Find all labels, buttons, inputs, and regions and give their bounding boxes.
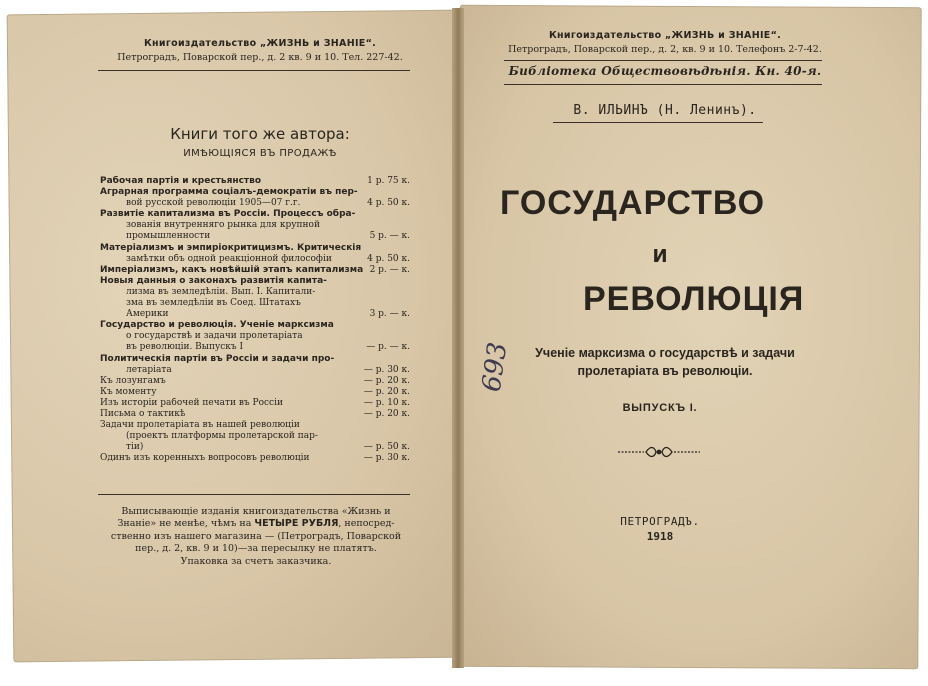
subtitle-description (520, 344, 810, 380)
book-entry (100, 198, 410, 209)
book-entry (100, 442, 410, 453)
book-entry (100, 265, 410, 276)
book-title: Къ лозунгамъ (100, 375, 166, 386)
book-entry (100, 398, 410, 409)
book-price: — р. 20 к. (363, 386, 410, 397)
book-title: лизма въ земледѣліи. Вып. I. Капитали- (126, 286, 316, 297)
ordering-note-line (100, 518, 412, 530)
book-price: — р. — к. (366, 342, 410, 353)
book-price: 4 р. 50 к. (367, 198, 410, 209)
book-title: тіи) (126, 442, 144, 453)
book-title: Одинъ изъ коренныхъ вопросовъ революціи (100, 453, 310, 464)
series-line: Библіотека Обществовѣдѣнія. Кн. 40-я. (508, 64, 822, 78)
left-header-rule (98, 70, 410, 71)
book-entry (100, 365, 410, 376)
book-spine (452, 8, 464, 668)
book-entry (100, 220, 410, 231)
book-title: Государство и революція. Ученіе марксизма (100, 320, 334, 331)
book-title: Америки (126, 309, 169, 320)
book-entry (100, 187, 410, 198)
book-price: — р. 30 к. (363, 364, 410, 375)
ordering-note-line: пер., д. 2, кв. 9 и 10)—за пересылку не платятъ. (135, 543, 377, 555)
book-entry (100, 354, 410, 365)
left-address-line: Петроградъ, Поварской пер., д. 2 кв. 9 и 10. Тел. 227-42. (117, 52, 403, 63)
book-list (100, 176, 410, 464)
book-entry (100, 331, 410, 342)
book-entry (100, 287, 410, 298)
book-price: — р. 20 к. (363, 408, 410, 419)
book-price: 2 р. — к. (369, 264, 410, 275)
books-subheading: ИМѢЮЩІЯСЯ ВЪ ПРОДАЖѢ (183, 148, 337, 159)
book-entry (100, 254, 410, 265)
book-entry (100, 387, 410, 398)
author-underline (553, 122, 763, 123)
right-address-line: Петроградъ, Поварской пер., д. 2, кв. 9 и 10. Телефонъ 2-7-42. (508, 44, 822, 55)
book-entry (100, 176, 410, 187)
left-publisher-line: Книгоиздательство „ЖИЗНЬ и ЗНАНIE“. (143, 38, 377, 49)
title-conjunction: И (652, 246, 668, 267)
book-title: летаріата (126, 364, 172, 375)
book-price: — р. 10 к. (363, 397, 410, 408)
book-title: Изъ исторіи рабочей печати въ Россіи (100, 397, 283, 408)
book-entry (100, 376, 410, 387)
book-entry (100, 309, 410, 320)
book-title: въ революціи. Выпускъ I (126, 342, 244, 353)
ornament-icon (618, 444, 700, 460)
book-title: Рабочая партія и крестьянство (100, 176, 262, 186)
imprint-year: 1918 (646, 530, 674, 543)
book-entry (100, 276, 410, 287)
book-entry (100, 453, 410, 464)
book-title: Политическія партіи въ Россіи и задачи про- (100, 353, 335, 364)
handwritten-number: 693 (476, 340, 514, 394)
books-heading: Книги того же автора: (170, 125, 350, 143)
book-entry (100, 409, 410, 420)
book-entry (100, 243, 410, 254)
book-title: Задачи пролетаріата въ нашей революціи (100, 420, 300, 431)
title-line-2: РЕВОЛЮЦІЯ (583, 280, 805, 318)
book-entry (100, 431, 410, 442)
book-price: 3 р. — к. (369, 309, 410, 320)
book-title: вой русской революціи 1905—07 г.г. (126, 198, 301, 209)
book-price: — р. 50 к. (363, 442, 410, 453)
ordering-note-line: Упаковка за счетъ заказчика. (180, 555, 332, 567)
book-title: Къ моменту (100, 386, 157, 397)
book-entry (100, 231, 410, 242)
book-title: Матеріализмъ и эмпиріокритицизмъ. Критическія (100, 242, 362, 253)
subtitle-line: пролетаріата въ революціи. (577, 364, 753, 378)
left-footer-rule (98, 494, 410, 495)
book-entry (100, 298, 410, 309)
ordering-note-text: Знаніе» не менѣе, чѣмъ на (117, 518, 255, 530)
book-title: Письма о тактикѣ (100, 408, 186, 419)
book-title: замѣтки объ одной реакціонной философіи (126, 253, 332, 264)
ordering-note (100, 506, 412, 568)
book-title: Аграрная программа соціалъ-демократіи въ пер- (100, 187, 358, 198)
ordering-note-amount: ЧЕТЫРЕ РУБЛЯ (254, 518, 339, 530)
book-title: Имперіализмъ, какъ новѣйшій этапъ капитализма (100, 264, 364, 275)
book-entry (100, 320, 410, 331)
ordering-note-line: Выписывающіе изданія книгоиздательства «Жизнь и (121, 506, 391, 517)
book-price: — р. 30 к. (363, 453, 410, 464)
title-line-1: ГОСУДАРСТВО (500, 184, 766, 222)
ordering-note-line: ственно изъ нашего магазина — (Петроградъ, Поварской (110, 530, 402, 542)
book-entry (100, 209, 410, 220)
issue-label: ВЫПУСКЪ I. (622, 402, 698, 414)
book-title: промышленности (126, 231, 211, 242)
book-title: Развитіе капитализма въ Россіи. Процессъ обра- (100, 209, 356, 220)
book-price: — р. 20 к. (363, 375, 410, 386)
ordering-note-text: , непосред- (338, 518, 395, 530)
book-title: (проектъ платформы пролетарской пар- (126, 431, 318, 442)
book-title: Новыя данныя о законахъ развитія капита- (100, 275, 327, 286)
book-title: зованія внутренняго рынка для крупной (126, 220, 320, 231)
author-name: В. ИЛЬИНЪ (Н. Ленинъ). (573, 103, 757, 118)
book-entry (100, 342, 410, 353)
book-price: 5 р. — к. (369, 231, 410, 242)
subtitle-line: Ученіе марксизма о государствѣ и задачи (535, 346, 795, 360)
imprint-place: ПЕТРОГРАДЪ. (620, 515, 700, 528)
book-price: 1 р. 75 к. (367, 176, 410, 186)
book-price: 4 р. 50 к. (367, 253, 410, 264)
book-title: о государствѣ и задачи пролетаріата (126, 331, 303, 342)
series-rule-bottom (504, 84, 822, 85)
right-publisher-line: Книгоиздательство „ЖИЗНЬ и ЗНАНIE“. (548, 30, 782, 41)
series-rule-top (504, 60, 822, 61)
book-title: зма въ земледѣліи въ Соед. Штатахъ (126, 298, 301, 309)
book-entry (100, 420, 410, 431)
